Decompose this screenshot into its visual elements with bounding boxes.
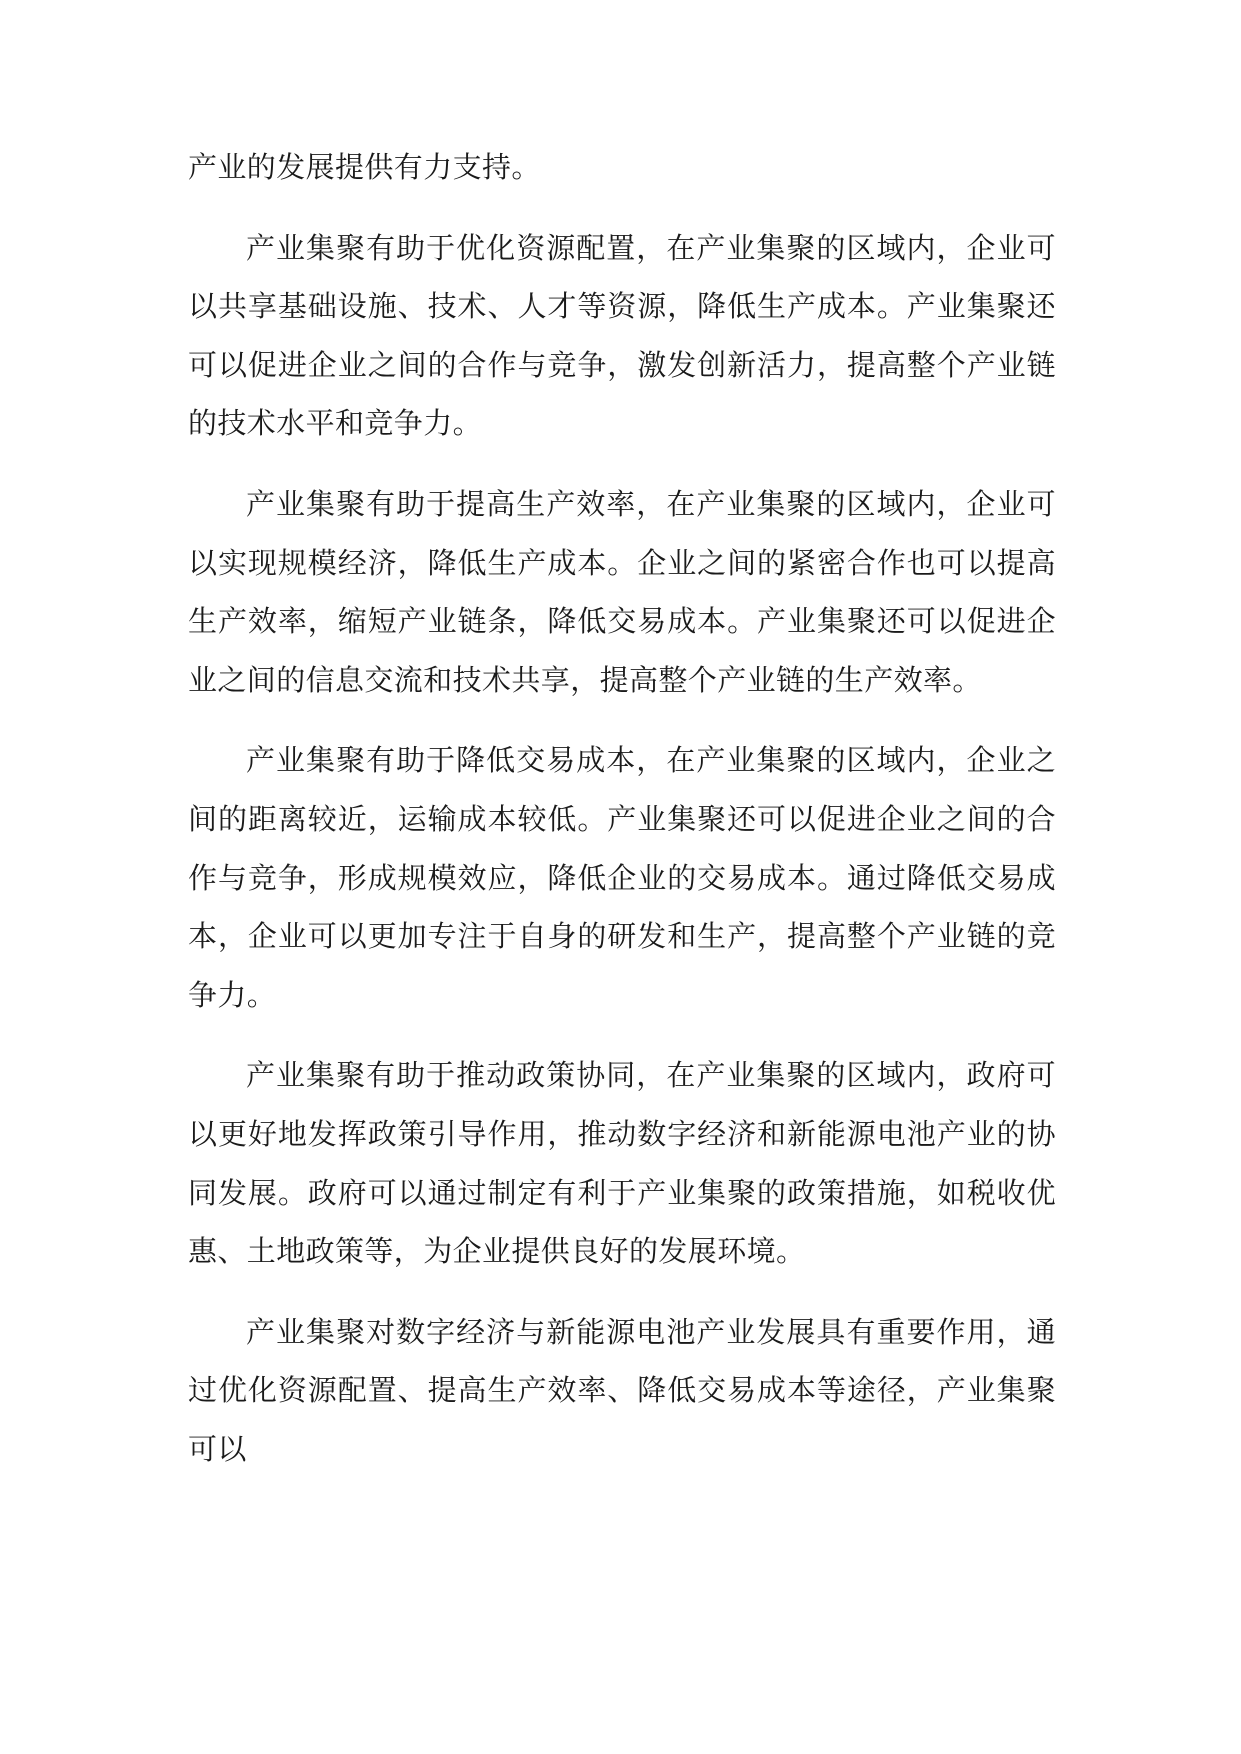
paragraph-transaction-cost: 产业集聚有助于降低交易成本，在产业集聚的区域内，企业之间的距离较近，运输成本较低。产业集聚还可以促进企业之间的合作与竞争，形成规模效应，降低企业的交易成本。通过降低交易成本，企业可以更加专注于自身的研发和生产，提高整个产业链的竞争力。 xyxy=(188,743,1056,1012)
document-body xyxy=(188,138,1056,1500)
paragraph-continuation: 产业的发展提供有力支持。 xyxy=(188,150,541,184)
paragraph-summary: 产业集聚对数字经济与新能源电池产业发展具有重要作用，通过优化资源配置、提高生产效率、降低交易成本等途径，产业集聚可以 xyxy=(188,1314,1056,1466)
paragraph-production-efficiency: 产业集聚有助于提高生产效率，在产业集聚的区域内，企业可以实现规模经济，降低生产成本。企业之间的紧密合作也可以提高生产效率，缩短产业链条，降低交易成本。产业集聚还可以促进企业之间的信息交流和技术共享，提高整个产业链的生产效率。 xyxy=(188,486,1056,697)
paragraph-policy-coordination: 产业集聚有助于推动政策协同，在产业集聚的区域内，政府可以更好地发挥政策引导作用，推动数字经济和新能源电池产业的协同发展。政府可以通过制定有利于产业集聚的政策措施，如税收优惠、土地政策等，为企业提供良好的发展环境。 xyxy=(188,1058,1056,1269)
paragraph-resource-allocation: 产业集聚有助于优化资源配置，在产业集聚的区域内，企业可以共享基础设施、技术、人才等资源，降低生产成本。产业集聚还可以促进企业之间的合作与竞争，激发创新活力，提高整个产业链的技术水平和竞争力。 xyxy=(188,230,1056,441)
